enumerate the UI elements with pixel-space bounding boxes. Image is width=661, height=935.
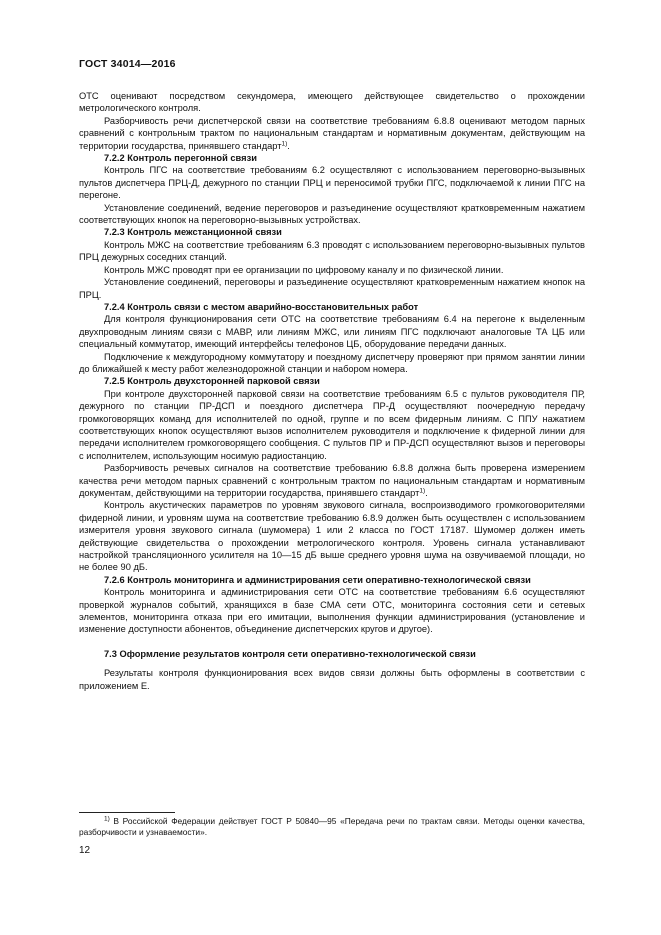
- paragraph: Контроль акустических параметров по уровням звукового сигнала, воспроизводимого громкоговорителями фидерной линии, и уровням шума на соответствие требованию 6.8.9 должен быть осуществлен с использованием измерителя уровня звукового сигнала (шумомера) 1 или 2 класса по ГОСТ 17187. Шумомер должен иметь действующие свидетельства о прохождении метрологического контроля. Уровень сигнала устанавливают настройкой трансляционного усилителя на 10—15 дБ выше среднего уровня шума на озвучиваемой площади, но не более 90 дБ.: [79, 500, 585, 573]
- body-text: [79, 90, 585, 692]
- footnote-divider: [79, 812, 175, 813]
- footnote: [79, 816, 585, 839]
- paragraph-end: .: [287, 140, 290, 151]
- footnote-ref: 1): [419, 487, 426, 495]
- page-number: 12: [79, 845, 91, 856]
- paragraph: Контроль ПГС на соответствие требованиям 6.2 осуществляют с использованием переговорно-вызывных пультов диспетчера ПРЦ-Д, дежурного по станции ПРЦ и переносимой трубки ПГС, подключаемой к линии ПГС на перегоне.: [79, 165, 585, 201]
- section-heading-7-2-5: 7.2.5 Контроль двухсторонней парковой связи: [104, 376, 320, 387]
- footnote-text: [79, 816, 585, 839]
- paragraph: Контроль мониторинга и администрирования сети ОТС на соответствие требованиям 6.6 осуществляют проверкой журналов событий, хранящихся в базе СМА сети ОТС, мониторинга состояния сети и сетевых элементов, мониторинга отказа при его имитации, выполнения функции администрирования (установление и изменение доступности абонентов, объединение диспетчерских кругов и другое).: [79, 587, 585, 635]
- paragraph: [79, 462, 585, 499]
- paragraph-text: Разборчивость речи диспетчерской связи на соответствие требованиям 6.8.8 оценивают методом парных сравнений с контрольным трактом по национальным стандартам и нормативным документам, действующим на территории государства, принявшего стандарт: [79, 115, 585, 151]
- document-header: ГОСТ 34014—2016: [79, 58, 176, 70]
- paragraph: Для контроля функционирования сети ОТС на соответствие требованиям 6.4 на перегоне к выделенным двухпроводным линиям связи с МАВР, или линиям МЖС, или линиям ПГС подключают аналоговые ТА ЦБ или специальный коммутатор, имеющий интерфейсы телефонов ЦБ, оборудование передачи данных.: [79, 314, 585, 350]
- paragraph: При контроле двухсторонней парковой связи на соответствие требованиям 6.5 с пультов руководителя ПР, дежурного по станции ПР-ДСП и поездного диспетчера ПР-Д осуществляют поочередную передачу громкоговорящих команд для исполнителей по одной, группе и по всем фидерным линиям. С ППУ нажатием соответствующих кнопок осуществляют вызов исполнителем руководителя и подключение к фидерной линии для передачи исполнителем громкоговорящего сообщения. С пультов ПР и ПР-ДСП осуществляют вызов и переговоры с исполнителем, использующим носимую радиостанцию.: [79, 388, 585, 461]
- paragraph: Подключение к междугородному коммутатору и поездному диспетчеру проверяют при прямом занятии линии до ближайшей к месту работ железнодорожной станции и набором номера.: [79, 351, 585, 374]
- footnote-body: В Российской Федерации действует ГОСТ Р 50840—95 «Передача речи по трактам связи. Методы оценки качества, разборчивости и узнаваемости».: [79, 816, 585, 838]
- section-heading-7-2-6: 7.2.6 Контроль мониторинга и администрирования сети оперативно-технологической связи: [104, 574, 531, 585]
- paragraph-end: .: [425, 488, 428, 498]
- paragraph-text: Разборчивость речевых сигналов на соответствие требованию 6.8.8 должна быть проверена измерением качества речи методом парных сравнений с контрольным трактом по национальным стандартам и нормативным документам, действующими на территории государства, принявшего стандарт: [79, 463, 585, 498]
- section-heading-7-2-2: 7.2.2 Контроль перегонной связи: [104, 153, 257, 164]
- paragraph: Установление соединений, ведение переговоров и разъединение осуществляют кратковременным нажатием соответствующих кнопок на переговорно-вызывных устройствах.: [79, 202, 585, 226]
- paragraph: Результаты контроля функционирования всех видов связи должны быть оформлены в соответствии с приложением Е.: [79, 668, 585, 691]
- paragraph: Установление соединений, переговоры и разъединение осуществляют кратковременным нажатием кнопок на ПРЦ.: [79, 277, 585, 300]
- paragraph: ОТС оценивают посредством секундомера, имеющего действующее свидетельство о прохождении метрологического контроля.: [79, 91, 585, 114]
- footnote-ref: 1): [281, 140, 288, 148]
- paragraph: Контроль МЖС проводят при ее организации по цифровому каналу и по физической линии.: [104, 264, 504, 275]
- section-heading-7-2-4: 7.2.4 Контроль связи с местом аварийно-восстановительных работ: [104, 301, 419, 312]
- section-heading-7-3: 7.3 Оформление результатов контроля сети оперативно-технологической связи: [104, 648, 476, 659]
- paragraph: Контроль МЖС на соответствие требованиям 6.3 проводят с использованием переговорно-вызывных пультов ПРЦ дежурных соседних станций.: [79, 239, 585, 263]
- section-heading-7-2-3: 7.2.3 Контроль межстанционной связи: [104, 227, 282, 238]
- footnote-marker: 1): [104, 815, 110, 823]
- paragraph: [79, 115, 585, 152]
